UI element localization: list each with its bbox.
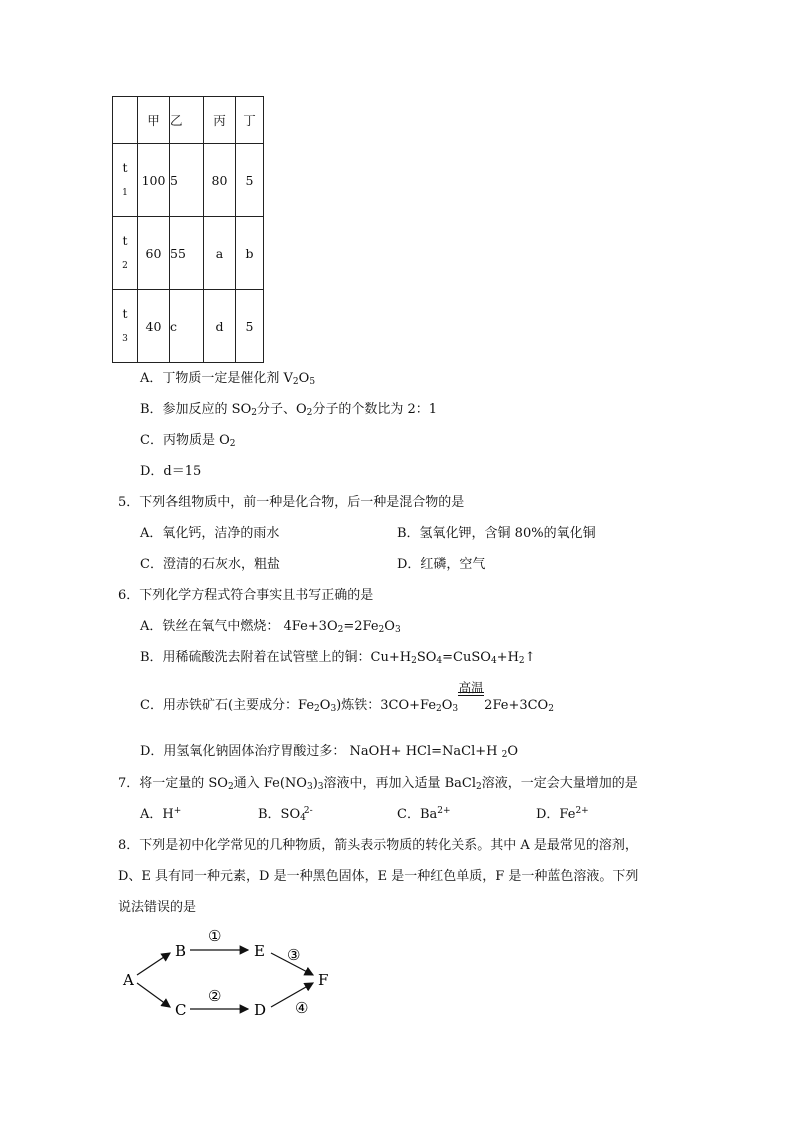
q4-option-d: D．d＝15 xyxy=(140,464,202,479)
q6-option-b: B．用稀硫酸洗去附着在试管壁上的铜：$Cu+H_2SO_4=CuSO_4+H_2↑$ xyxy=(140,650,536,666)
arrow-a-c xyxy=(137,983,170,1007)
q7-option-a: A．H+ xyxy=(140,806,182,822)
conversion-diagram xyxy=(115,925,345,1025)
q7-stem: 7．将一定量的 $SO_2$通入 $Fe(NO_3)_3$溶液中，再加入适量 BaCl$_2$溶液，一定会大量增加的是 xyxy=(118,776,638,792)
q5-stem: 5．下列各组物质中，前一种是化合物，后一种是混合物的是 xyxy=(118,495,465,510)
q4-option-b: B．参加反应的 $SO_2$分子、$O_2$分子的个数比为 2：1 xyxy=(140,402,438,418)
row-label: t 2 xyxy=(113,217,138,290)
step-label-3: ③ xyxy=(287,946,301,964)
header-ding: 丁 xyxy=(236,97,264,144)
q5-option-a: A．氧化钙，洁净的雨水 xyxy=(140,526,280,541)
table-cell: 55 xyxy=(170,217,204,290)
step-label-2: ② xyxy=(208,987,222,1005)
table-cell: 5 xyxy=(170,144,204,217)
node-e: E xyxy=(254,942,265,960)
q5-option-d: D．红磷，空气 xyxy=(397,557,486,572)
header-bing: 丙 xyxy=(204,97,236,144)
node-a: A xyxy=(123,971,134,989)
table-cell: c xyxy=(170,290,204,363)
table-cell: 40 xyxy=(138,290,170,363)
table-row xyxy=(113,290,264,363)
q7-option-d: D．$Fe^{2+}$ xyxy=(536,806,589,822)
q8-stem-line3: 说法错误的是 xyxy=(118,900,197,915)
row-label: t 1 xyxy=(113,144,138,217)
q6-option-c: C．用赤铁矿石(主要成分：$Fe_2O_3$)炼铁：$3CO+Fe_2O_3$ 高温 $2Fe+3CO_2$ xyxy=(140,680,554,714)
node-f: F xyxy=(318,971,329,989)
table-cell: 80 xyxy=(204,144,236,217)
q4-option-a: A．丁物质一定是催化剂 $V_2O_5$ xyxy=(140,371,316,387)
table-cell: 5 xyxy=(236,290,264,363)
q4-option-c: C．丙物质是 $O_2$ xyxy=(140,433,236,449)
q7-option-c: C．$Ba^{2+}$ xyxy=(397,806,451,822)
table-row xyxy=(113,144,264,217)
q5-option-b: B．氢氧化钾，含铜 80%的氧化铜 xyxy=(397,526,596,541)
header-yi: 乙 xyxy=(170,97,204,144)
q6-option-d: D．用氢氧化钠固体治疗胃酸过多： NaOH+ HCl=NaCl+H $_2$O xyxy=(140,744,519,760)
table-cell: d xyxy=(204,290,236,363)
q8-stem-line1: 8．下列是初中化学常见的几种物质，箭头表示物质的转化关系。其中 A 是最常见的溶剂， xyxy=(118,838,638,853)
q5-option-c: C．澄清的石灰水，粗盐 xyxy=(140,557,280,572)
step-label-4: ④ xyxy=(295,999,309,1017)
header-corner xyxy=(113,97,138,144)
q6-stem: 6．下列化学方程式符合事实且书写正确的是 xyxy=(118,588,374,603)
header-jia: 甲 xyxy=(138,97,170,144)
q7-option-b: B．$SO_4^{2-}$ xyxy=(258,806,313,823)
node-d: D xyxy=(254,1001,267,1019)
q8-stem-line2: D、E 具有同一种元素，D 是一种黑色固体，E 是一种红色单质，F 是一种蓝色溶液。下列 xyxy=(118,869,639,884)
reaction-condition: 高温 xyxy=(458,680,484,695)
node-c: C xyxy=(175,1001,187,1019)
arrow-a-b xyxy=(137,953,170,975)
row-label: t 3 xyxy=(113,290,138,363)
table-cell: 5 xyxy=(236,144,264,217)
table-cell: a xyxy=(204,217,236,290)
table-cell: 100 xyxy=(138,144,170,217)
node-b: B xyxy=(175,942,187,960)
q6-option-a: A．铁丝在氧气中燃烧： $4Fe+3O_2=2Fe_2O_3$ xyxy=(140,619,401,635)
table-header-row xyxy=(113,97,264,144)
table-cell: 60 xyxy=(138,217,170,290)
step-label-1: ① xyxy=(208,927,222,945)
mass-table xyxy=(112,96,264,363)
table-row xyxy=(113,217,264,290)
table-cell: b xyxy=(236,217,264,290)
